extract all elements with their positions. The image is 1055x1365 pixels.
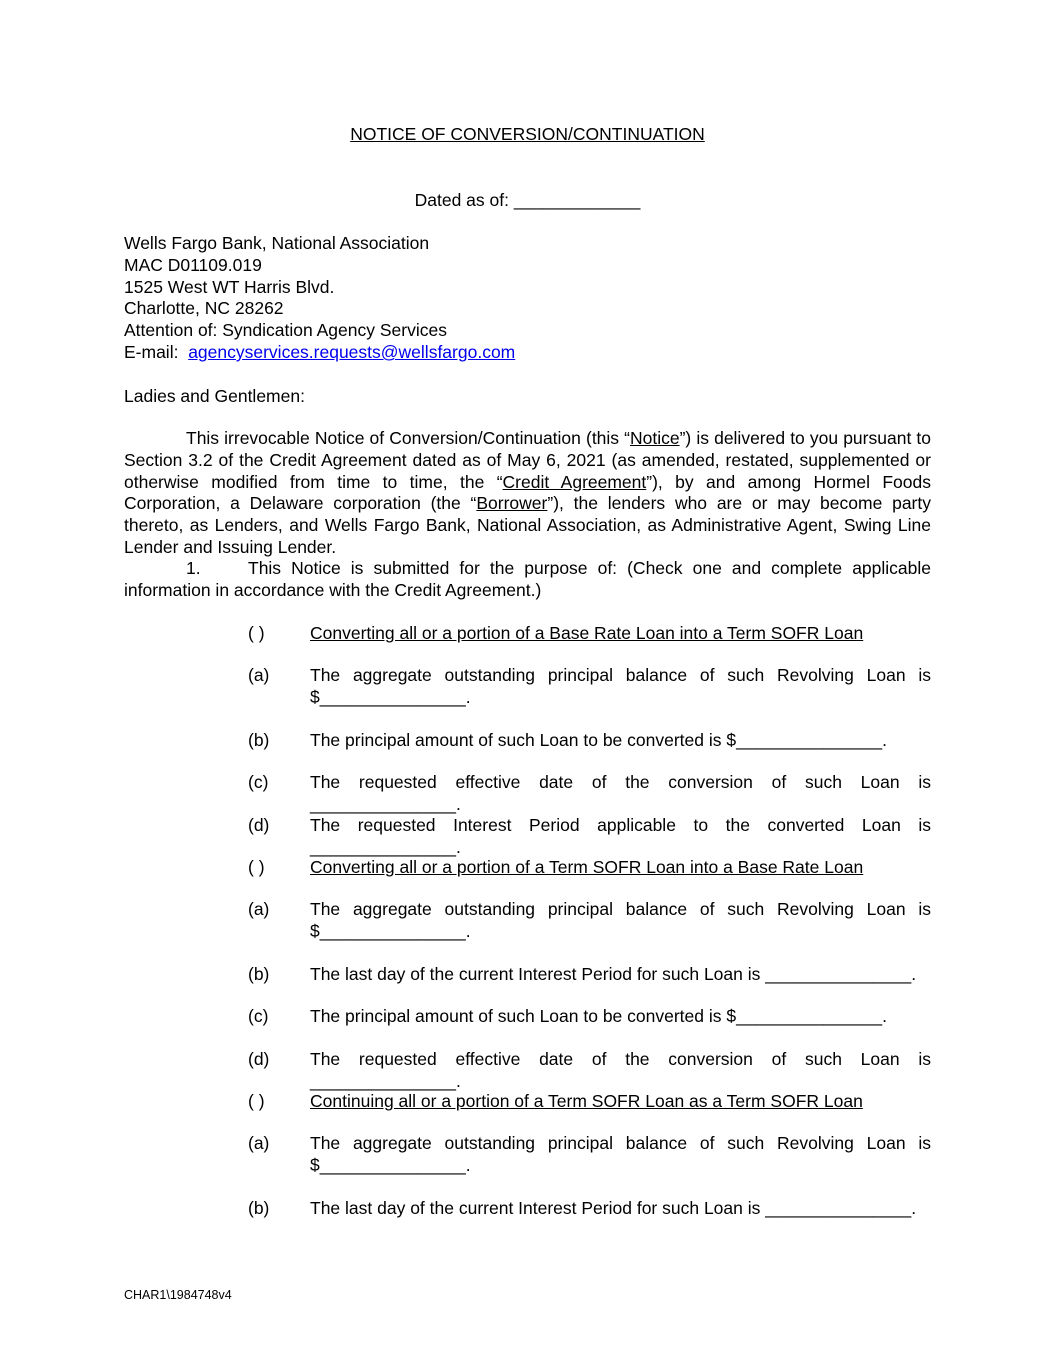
option-detail-row xyxy=(248,815,931,859)
intro-text-d: ”), the lenders who are or may become party thereto, as Lenders, and Wells Fargo Bank, National Association, as Administrative Agent, Swing Line Lender and Issuing Lender. xyxy=(124,493,931,557)
item-label: (a) xyxy=(248,899,270,919)
item-label: (c) xyxy=(248,1006,269,1026)
option-detail-row xyxy=(248,899,931,943)
document-title: NOTICE OF CONVERSION/CONTINUATION xyxy=(350,124,705,144)
option-detail-row xyxy=(248,964,931,986)
defined-term-notice: Notice xyxy=(629,428,680,448)
option-heading-text: Continuing all or a portion of a Term SOFR Loan as a Term SOFR Loan xyxy=(310,1091,863,1111)
item-text: The requested Interest Period applicable to the converted Loan is _______________. xyxy=(310,815,931,857)
email-link[interactable]: agencyservices.requests@wellsfargo.com xyxy=(188,341,516,362)
intro-paragraph xyxy=(124,428,931,559)
item-text: The aggregate outstanding principal balance of such Revolving Loan is $_______________. xyxy=(310,1133,931,1175)
item-label: (c) xyxy=(248,772,269,792)
address-line-1: Wells Fargo Bank, National Association xyxy=(124,233,430,253)
item-text: The aggregate outstanding principal balance of such Revolving Loan is $_______________. xyxy=(310,899,931,941)
item-label: (b) xyxy=(248,730,270,750)
option-detail-row xyxy=(248,1049,931,1093)
defined-term-credit-agreement: Credit Agreement xyxy=(502,471,647,492)
document-footer-id: CHAR1\1984748v4 xyxy=(124,1288,232,1302)
item-text: The last day of the current Interest Period for such Loan is _______________. xyxy=(310,964,917,984)
option-heading-row xyxy=(248,857,931,879)
option-detail-row xyxy=(248,1133,931,1177)
option-detail-row xyxy=(248,1006,931,1028)
item-text: The aggregate outstanding principal balance of such Revolving Loan is $_______________. xyxy=(310,665,931,707)
defined-term-borrower: Borrower xyxy=(476,493,548,514)
purpose-text: This Notice is submitted for the purpose of: (Check one and complete applicable information in accordance with the Credit Agreement.) xyxy=(124,558,931,600)
item-text: The principal amount of such Loan to be converted is $_______________. xyxy=(310,1006,887,1026)
address-line-3: 1525 West WT Harris Blvd. xyxy=(124,276,335,297)
item-label: (a) xyxy=(248,665,270,685)
email-label: E-mail: xyxy=(124,341,179,362)
item-label: (b) xyxy=(248,964,270,984)
intro-text-a: This irrevocable Notice of Conversion/Continuation (this “ xyxy=(186,428,630,448)
item-text: The requested effective date of the conversion of such Loan is _______________. xyxy=(310,772,931,814)
option-heading-row xyxy=(248,1091,931,1113)
option-heading-row xyxy=(248,623,931,645)
option-detail-row xyxy=(248,665,931,709)
item-label: (b) xyxy=(248,1198,270,1218)
item-label: (a) xyxy=(248,1133,270,1153)
item-label: (d) xyxy=(248,1049,270,1069)
option-detail-row xyxy=(248,772,931,816)
dated-as-of-line: Dated as of: _____________ xyxy=(414,190,641,210)
address-attention: Attention of: Syndication Agency Services xyxy=(124,320,447,341)
checkbox-parentheses[interactable]: ( ) xyxy=(248,857,265,877)
option-detail-row xyxy=(248,1198,931,1220)
salutation: Ladies and Gentlemen: xyxy=(124,386,305,406)
purpose-paragraph xyxy=(124,558,931,602)
item-label: (d) xyxy=(248,815,270,835)
item-text: The requested effective date of the conversion of such Loan is _______________. xyxy=(310,1049,931,1091)
intro-text-b: ”) is delivered to you pursuant to Section 3.2 of the Credit Agreement dated as of May 6, 2021 (as amended, restated, supplemented or otherwise modified from time to time, the “ xyxy=(124,428,931,492)
intro-text-c: ”), by and among Hormel Foods Corporation, a Delaware corporation (the “ xyxy=(124,471,931,514)
address-line-4: Charlotte, NC 28262 xyxy=(124,298,284,319)
option-heading-text: Converting all or a portion of a Base Rate Loan into a Term SOFR Loan xyxy=(310,623,864,643)
item-text: The last day of the current Interest Period for such Loan is _______________. xyxy=(310,1198,917,1218)
recipient-address xyxy=(124,233,515,364)
option-detail-row xyxy=(248,730,931,752)
checkbox-parentheses[interactable]: ( ) xyxy=(248,623,265,643)
checkbox-parentheses[interactable]: ( ) xyxy=(248,1091,265,1111)
option-heading-text: Converting all or a portion of a Term SOFR Loan into a Base Rate Loan xyxy=(310,857,864,877)
address-email-row xyxy=(124,342,515,364)
address-line-2: MAC D01109.019 xyxy=(124,254,262,275)
item-text: The principal amount of such Loan to be converted is $_______________. xyxy=(310,730,887,750)
section-number: 1. xyxy=(186,558,201,578)
